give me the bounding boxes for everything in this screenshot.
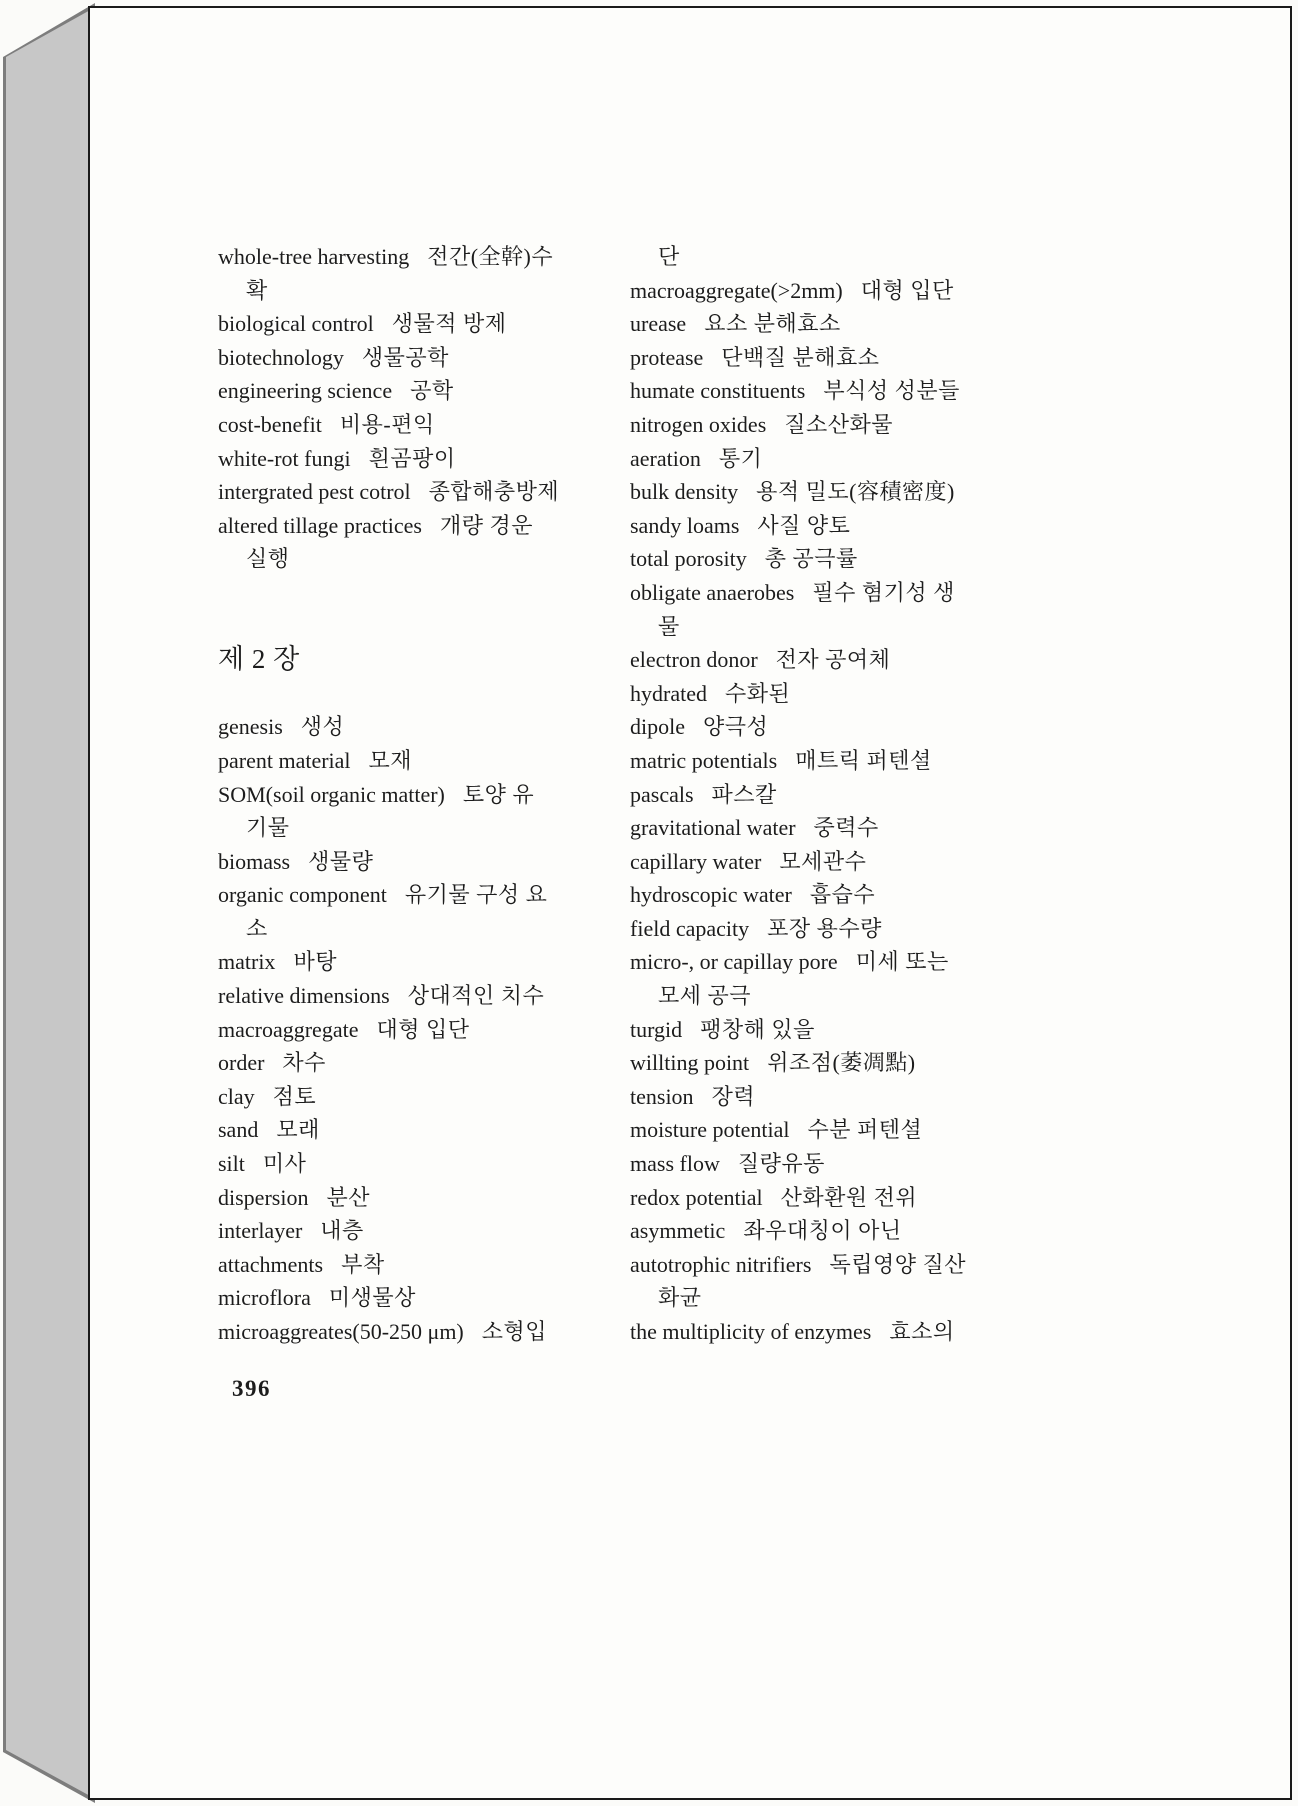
term-ko: 대형 입단 [376,1016,470,1042]
term-en: asymmetic [630,1218,726,1244]
chapter-heading [218,643,559,677]
term-ko: 질량유동 [737,1151,825,1177]
term-ko: 효소의 [889,1319,955,1344]
glossary-line [218,442,559,476]
glossary-line-continuation [630,979,966,1013]
term-en: mass flow [630,1151,720,1177]
term-en: redox potential [630,1184,763,1210]
term-en: cost-benefit [218,411,322,437]
glossary-line [630,945,966,979]
term-ko: 기물 [246,815,290,841]
term-ko: 전간(全幹)수 [427,244,554,269]
book-page [88,6,1292,1800]
term-en: field capacity [630,915,750,941]
term-ko: 대형 입단 [860,277,954,303]
term-ko: 부착 [341,1251,385,1277]
glossary-line [630,1214,966,1248]
glossary-line [630,542,966,576]
term-en: micro-, or capillay pore [630,949,838,975]
glossary-line-continuation [218,542,559,576]
term-en: microflora [218,1285,311,1311]
term-en: the multiplicity of enzymes [630,1319,872,1344]
term-en: matric potentials [630,747,778,773]
term-ko: 좌우대칭이 아닌 [743,1218,902,1244]
term-en: capillary water [630,848,762,874]
term-en: humate constituents [630,378,806,404]
glossary-line-continuation [218,912,559,946]
glossary-line [218,1315,559,1349]
term-en: hydroscopic water [630,882,792,908]
term-ko: 용적 밀도(容積密度) [756,479,955,505]
term-ko: 비용-편익 [339,411,435,437]
term-en: white-rot fungi [218,445,351,471]
term-ko: 단백질 분해효소 [721,344,880,370]
glossary-line-continuation [630,1281,966,1315]
term-en: total porosity [630,546,747,572]
term-ko: 미세 또는 [855,949,949,975]
glossary-line [630,912,966,946]
term-en: aeration [630,445,701,471]
term-ko: 공학 [410,378,454,404]
book-page-edge [6,6,92,1800]
term-ko: 총 공극률 [764,546,858,572]
glossary-line [630,778,966,812]
term-en: protease [630,344,704,370]
glossary-line [218,878,559,912]
term-ko: 중력수 [813,815,879,841]
glossary-line [630,744,966,778]
glossary-line [218,710,559,744]
glossary-line [630,643,966,677]
term-ko: 소형입 [481,1319,548,1344]
glossary-line-continuation [630,610,966,644]
glossary-line [630,1080,966,1114]
term-ko: 토양 유 [462,781,535,807]
term-ko: 분산 [326,1184,370,1210]
term-en: organic component [218,882,387,908]
term-ko: 매트릭 퍼텐셜 [795,747,932,773]
term-ko: 흡습수 [809,882,876,908]
term-ko: 장력 [711,1083,756,1109]
term-ko: 산화환원 전위 [780,1184,918,1210]
blank-line [218,677,559,711]
term-ko: 내층 [320,1218,364,1244]
term-en: macroaggregate [218,1016,359,1042]
glossary-line [630,1181,966,1215]
glossary-line [218,307,559,341]
glossary-line [630,845,966,879]
term-en: gravitational water [630,815,796,841]
glossary-column-left [218,240,559,1349]
term-ko: 화균 [658,1285,702,1311]
term-ko: 필수 혐기성 생 [812,579,955,605]
glossary-line [630,710,966,744]
term-en: urease [630,311,687,337]
term-en: turgid [630,1016,683,1042]
glossary-line [218,1013,559,1047]
glossary-line [630,576,966,610]
term-ko: 생물적 방제 [391,311,507,337]
glossary-line [630,677,966,711]
term-en: clay [218,1083,255,1109]
glossary-line [218,1080,559,1114]
term-en: macroaggregate(>2mm) [630,277,843,303]
glossary-line [630,341,966,375]
term-ko: 수분 퍼텐셜 [807,1117,923,1143]
glossary-line [218,1147,559,1181]
term-en: biomass [218,848,291,874]
glossary-line [218,945,559,979]
term-en: interlayer [218,1218,303,1244]
term-ko: 통기 [718,445,763,471]
term-en: matrix [218,949,276,975]
term-en: genesis [218,714,283,740]
glossary-line [218,408,559,442]
term-en: electron donor [630,647,758,673]
term-ko: 요소 분해효소 [704,311,841,337]
glossary-line [630,374,966,408]
term-en: sand [218,1117,259,1143]
glossary-line [630,307,966,341]
glossary-line [630,1113,966,1147]
glossary-line [630,811,966,845]
term-en: attachments [218,1251,324,1277]
glossary-column-right [630,240,966,1349]
glossary-line [630,475,966,509]
term-ko: 독립영양 질산 [829,1251,966,1277]
glossary-line [218,1248,559,1282]
term-ko: 차수 [282,1050,326,1076]
glossary-line-continuation [218,811,559,845]
glossary-line-continuation [218,274,559,308]
term-ko: 제 2 장 [218,644,300,675]
term-en: SOM(soil organic matter) [218,781,445,807]
glossary-line [218,374,559,408]
glossary-line [218,1281,559,1315]
glossary-line [218,240,559,274]
term-ko: 상대적인 치수 [407,983,545,1009]
term-ko: 바탕 [293,949,337,975]
term-en: engineering science [218,378,393,404]
term-ko: 생물공학 [361,344,449,370]
term-en: order [218,1050,265,1076]
glossary-line [218,341,559,375]
term-ko: 수화된 [724,680,791,706]
term-ko: 소 [246,915,268,941]
term-en: whole-tree harvesting [218,244,410,269]
term-en: tension [630,1083,694,1109]
term-en: dipole [630,714,685,740]
page-number: 396 [232,1376,271,1401]
term-en: obligate anaerobes [630,579,795,605]
term-en: dispersion [218,1184,309,1210]
blank-line [218,576,559,610]
term-ko: 미사 [262,1151,307,1177]
term-en: nitrogen oxides [630,411,767,437]
term-ko: 미생물상 [328,1285,416,1311]
term-ko: 개량 경운 [440,512,534,538]
glossary-line [630,1315,966,1349]
term-en: biotechnology [218,344,344,370]
glossary-line [630,878,966,912]
term-en: moisture potential [630,1117,790,1143]
glossary-line [218,778,559,812]
term-ko: 단 [658,244,680,269]
term-en: altered tillage practices [218,512,422,538]
glossary-line [218,979,559,1013]
term-ko: 모재 [368,747,413,773]
term-ko: 사질 양토 [757,512,851,538]
term-en: hydrated [630,680,707,706]
glossary-line [218,1113,559,1147]
glossary-line [630,1147,966,1181]
glossary-line [218,1214,559,1248]
term-ko: 위조점(萎凋點) [767,1050,916,1076]
term-en: bulk density [630,479,739,505]
term-ko: 포장 용수량 [767,915,882,941]
term-ko: 흰곰팡이 [368,445,456,471]
term-ko: 전자 공여체 [775,647,891,673]
glossary-line [218,744,559,778]
term-ko: 질소산화물 [784,411,894,437]
term-ko: 점토 [272,1083,317,1109]
glossary-line [630,1013,966,1047]
glossary-line [630,442,966,476]
glossary-line [218,509,559,543]
term-ko: 생성 [300,714,345,740]
term-ko: 모세관수 [779,848,867,874]
term-en: willting point [630,1050,750,1076]
term-ko: 파스칼 [711,781,777,807]
term-en: silt [218,1151,245,1177]
term-en: autotrophic nitrifiers [630,1251,812,1277]
glossary-line [630,509,966,543]
term-en: relative dimensions [218,983,390,1009]
term-en: intergrated pest cotrol [218,479,411,505]
term-en: sandy loams [630,512,740,538]
term-ko: 모세 공극 [658,983,752,1009]
glossary-line [218,475,559,509]
glossary-line [630,1046,966,1080]
term-en: microaggreates(50-250 μm) [218,1319,464,1344]
blank-line [218,610,559,644]
glossary-line [630,1248,966,1282]
glossary-line [218,845,559,879]
glossary-line-continuation [630,240,966,274]
term-ko: 확 [246,277,268,303]
term-ko: 종합해충방제 [428,479,560,505]
term-en: biological control [218,311,374,337]
glossary-line [630,408,966,442]
term-ko: 물 [658,613,680,639]
term-ko: 유기물 구성 요 [404,882,548,908]
term-ko: 양극성 [703,714,769,740]
term-ko: 실행 [246,546,290,572]
term-ko: 생물량 [308,848,374,874]
glossary-line [218,1181,559,1215]
term-ko: 팽창해 있을 [700,1016,815,1042]
glossary-line [218,1046,559,1080]
term-en: parent material [218,747,351,773]
term-ko: 부식성 성분들 [823,378,960,404]
term-en: pascals [630,781,694,807]
term-ko: 모래 [276,1117,320,1143]
glossary-line [630,274,966,308]
